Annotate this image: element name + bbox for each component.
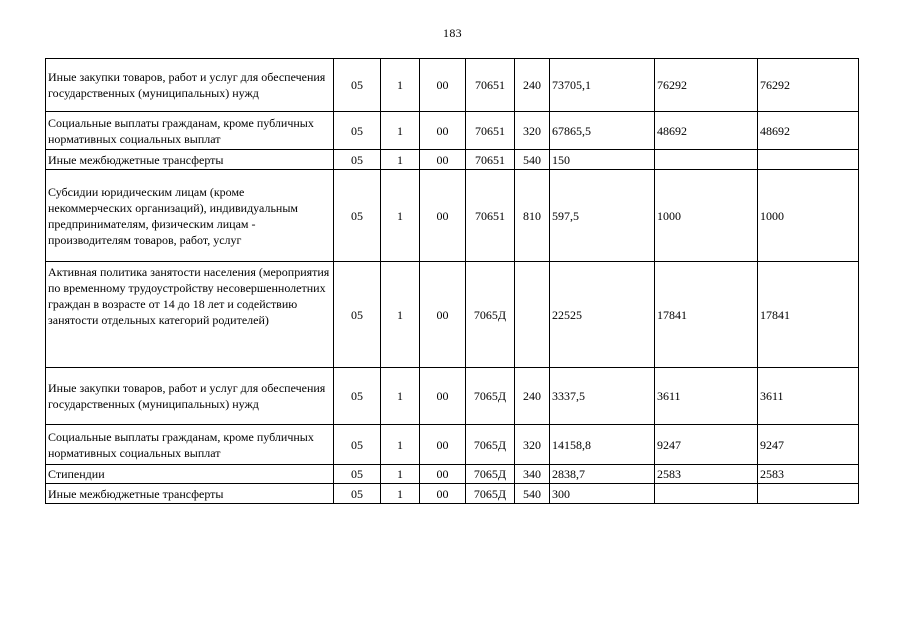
amount-2-cell: 2583	[655, 465, 758, 484]
table-row	[46, 368, 859, 425]
table-row	[46, 59, 859, 112]
amount-1-cell: 150	[550, 150, 655, 170]
budget-table	[45, 58, 859, 504]
subsection-cell: 1	[381, 112, 420, 150]
amount-1-cell: 22525	[550, 262, 655, 368]
row-name-cell: Иные закупки товаров, работ и услуг для обеспечения государственных (муниципальных) нужд	[46, 59, 334, 112]
program-cell: 00	[420, 150, 466, 170]
target-article-cell: 70651	[466, 112, 515, 150]
program-cell: 00	[420, 368, 466, 425]
amount-1-cell: 2838,7	[550, 465, 655, 484]
table-row	[46, 150, 859, 170]
section-cell: 05	[334, 150, 381, 170]
amount-3-cell	[758, 484, 859, 504]
amount-2-cell: 48692	[655, 112, 758, 150]
target-article-cell: 70651	[466, 59, 515, 112]
expense-type-cell: 240	[515, 59, 550, 112]
amount-2-cell: 3611	[655, 368, 758, 425]
row-name-cell: Социальные выплаты гражданам, кроме публичных нормативных социальных выплат	[46, 112, 334, 150]
target-article-cell: 70651	[466, 170, 515, 262]
expense-type-cell: 540	[515, 484, 550, 504]
amount-1-cell: 67865,5	[550, 112, 655, 150]
program-cell: 00	[420, 465, 466, 484]
table-row	[46, 425, 859, 465]
amount-2-cell: 9247	[655, 425, 758, 465]
subsection-cell: 1	[381, 262, 420, 368]
amount-1-cell: 300	[550, 484, 655, 504]
program-cell: 00	[420, 170, 466, 262]
row-name-cell: Иные межбюджетные трансферты	[46, 150, 334, 170]
program-cell: 00	[420, 425, 466, 465]
page-number: 183	[443, 26, 462, 40]
amount-3-cell: 2583	[758, 465, 859, 484]
amount-3-cell: 76292	[758, 59, 859, 112]
program-cell: 00	[420, 59, 466, 112]
expense-type-cell: 240	[515, 368, 550, 425]
subsection-cell: 1	[381, 368, 420, 425]
section-cell: 05	[334, 484, 381, 504]
amount-3-cell	[758, 150, 859, 170]
target-article-cell: 70651	[466, 150, 515, 170]
table-row	[46, 170, 859, 262]
section-cell: 05	[334, 262, 381, 368]
row-name-cell: Иные закупки товаров, работ и услуг для обеспечения государственных (муниципальных) нужд	[46, 368, 334, 425]
amount-3-cell: 3611	[758, 368, 859, 425]
expense-type-cell: 540	[515, 150, 550, 170]
amount-1-cell: 73705,1	[550, 59, 655, 112]
program-cell: 00	[420, 484, 466, 504]
table-row	[46, 465, 859, 484]
amount-2-cell: 76292	[655, 59, 758, 112]
row-name-cell: Активная политика занятости населения (мероприятия по временному трудоустройству несовершеннолетних граждан в возрасте от 14 до 18 лет и содействию занятости отдельных категорий родителей)	[46, 262, 334, 368]
program-cell: 00	[420, 112, 466, 150]
expense-type-cell: 810	[515, 170, 550, 262]
subsection-cell: 1	[381, 484, 420, 504]
amount-3-cell: 48692	[758, 112, 859, 150]
subsection-cell: 1	[381, 150, 420, 170]
row-name-cell: Стипендии	[46, 465, 334, 484]
amount-1-cell: 597,5	[550, 170, 655, 262]
section-cell: 05	[334, 170, 381, 262]
section-cell: 05	[334, 425, 381, 465]
amount-3-cell: 1000	[758, 170, 859, 262]
section-cell: 05	[334, 368, 381, 425]
subsection-cell: 1	[381, 425, 420, 465]
target-article-cell: 7065Д	[466, 425, 515, 465]
section-cell: 05	[334, 59, 381, 112]
expense-type-cell: 340	[515, 465, 550, 484]
expense-type-cell: 320	[515, 112, 550, 150]
program-cell: 00	[420, 262, 466, 368]
amount-1-cell: 3337,5	[550, 368, 655, 425]
target-article-cell: 7065Д	[466, 484, 515, 504]
section-cell: 05	[334, 465, 381, 484]
table-row	[46, 484, 859, 504]
amount-2-cell: 1000	[655, 170, 758, 262]
amount-2-cell: 17841	[655, 262, 758, 368]
target-article-cell: 7065Д	[466, 368, 515, 425]
target-article-cell: 7065Д	[466, 262, 515, 368]
row-name-cell: Субсидии юридическим лицам (кроме некоммерческих организаций), индивидуальным предпринимателям, физическим лицам - производителям товаров, работ, услуг	[46, 170, 334, 262]
expense-type-cell: 320	[515, 425, 550, 465]
subsection-cell: 1	[381, 170, 420, 262]
amount-2-cell	[655, 484, 758, 504]
subsection-cell: 1	[381, 59, 420, 112]
row-name-cell: Иные межбюджетные трансферты	[46, 484, 334, 504]
amount-2-cell	[655, 150, 758, 170]
expense-type-cell	[515, 262, 550, 368]
section-cell: 05	[334, 112, 381, 150]
row-name-cell: Социальные выплаты гражданам, кроме публичных нормативных социальных выплат	[46, 425, 334, 465]
amount-1-cell: 14158,8	[550, 425, 655, 465]
target-article-cell: 7065Д	[466, 465, 515, 484]
subsection-cell: 1	[381, 465, 420, 484]
table-row	[46, 262, 859, 368]
amount-3-cell: 17841	[758, 262, 859, 368]
amount-3-cell: 9247	[758, 425, 859, 465]
table-row	[46, 112, 859, 150]
